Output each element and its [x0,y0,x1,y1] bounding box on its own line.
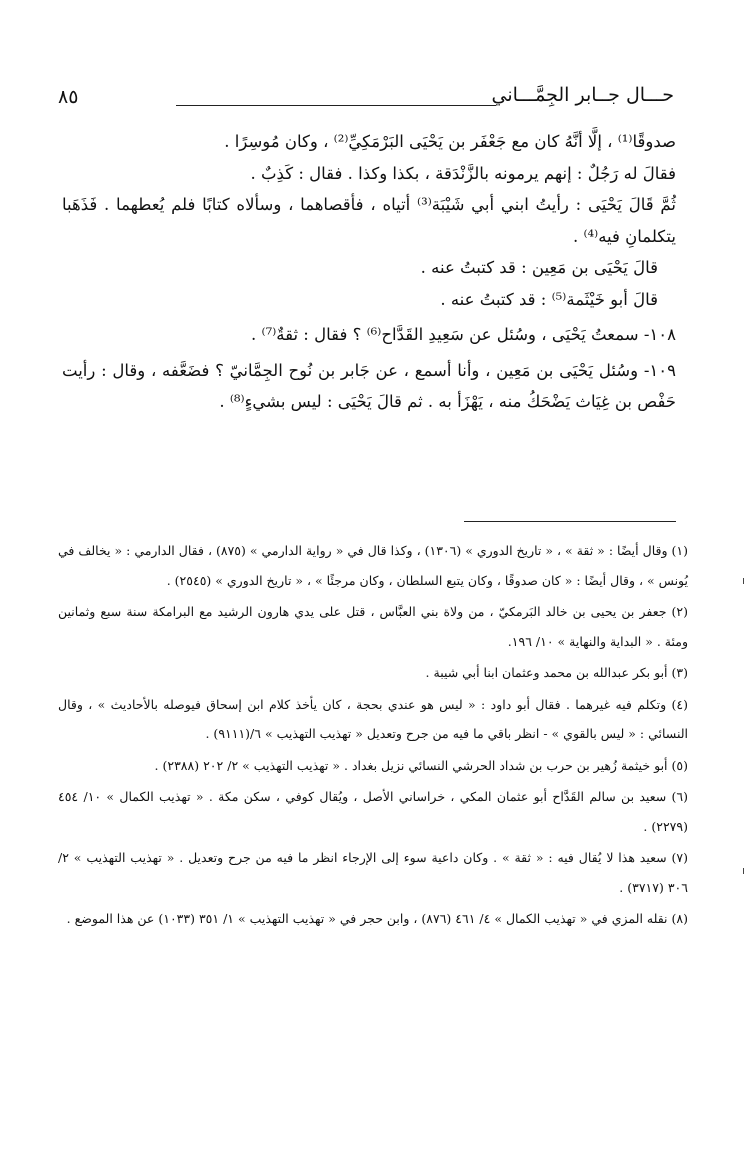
scan-mark [743,578,744,584]
footnote: (٢) جعفر بن يحيى بن خالد البَرمكيّ ، من ولاة بني العبَّاس ، قتل على يدي هارون الرشيد مع البرامكة سنة سبع وثمانين ومئة . « البداية والنهاية » ١٠/ ١٩٦. [58,604,688,649]
entry-108: ١٠٨- سمعتُ يَحْيَى ، وسُئل عن سَعِيدِ القَدَّاح⁽⁶⁾ ؟ فقال : ثقةٌ⁽⁷⁾ . [251,325,676,344]
footnote: (١) وقال أيضًا : « ثقة » ، « تاريخ الدوري » (١٣٠٦) ، وكذا قال في « رواية الدارمي » (٨٧٥) ، فقال الدارمي : « يخالف في يُونس » ، وقال أيضًا : « كان صدوقًا ، وكان يتبع السلطان ، وكان مرجئًا » ، « تاريخ الدوري » (٢٥٤٥) . [58,543,688,588]
footnote: (٤) وتكلم فيه غيرهما . فقال أبو داود : « ليس هو عندي بحجة ، كان يأخذ كلام ابن إسحاق فيوصله بالأحاديث » ، وقال النسائي : « ليس بالقوي » - انظر باقي ما فيه من جرح وتعديل « تهذيب التهذيب » ٦/(٩١١١) . [58,696,688,741]
footnote: (٨) نقله المزي في « تهذيب الكمال » ٤/ ٤٦١ (٨٧٦) ، وابن حجر في « تهذيب التهذيب » ١/ ٣٥١ (١٠٣٣) عن هذا الموضع . [66,911,688,926]
page-number: ٨٥ [58,86,79,108]
text-line: قالَ يَحْيَى بن مَعِين : قد كتبتُ عنه . [420,258,658,277]
footnotes [58,536,688,936]
running-title: حـــال جــابر الجِمَّـــاني [491,84,674,106]
footnote: (٥) أبو خيثمة زُهير بن حرب بن شداد الحرشي النسائي نزيل بغداد . « تهذيب التهذيب » ٢/ ٢٠٢ (٢٣٨٨) . [154,757,688,773]
text-line: فقالَ له رَجُلٌ : إنهم يرمونه بالزَّنْدَقة ، بكذا وكذا . فقال : كَذِبٌ . [250,163,676,183]
page-header [58,78,674,118]
footnote: (٣) أبو بكر عبدالله بن محمد وعثمان ابنا أبي شيبة . [425,665,688,680]
text-line: قالَ أبو خَيْثَمة⁽⁵⁾ : قد كتبتُ عنه . [440,289,658,309]
text-line: صدوقًا⁽¹⁾ ، إلَّا أنَّهُ كان مع جَعْفَر بن يَحْيَى البَرْمَكِيِّ⁽²⁾ ، وكان مُوسِرًا . [224,132,676,151]
footnote-separator [464,521,676,522]
entry-109: ١٠٩- وسُئل يَحْيَى بن مَعِين ، وأنا أسمع ، عن جَابر بن نُوح الجِمَّانيّ ؟ فضَعَّفه ، وقال : رأيت حَفْص بن غِيَاث يَضْحَكُ منه ، يَهْزَأ به . ثم قالَ يَحْيَى : ليس بشيءٍ⁽⁸⁾ . [62,360,676,411]
footnote: (٦) سعيد بن سالم القَدَّاح أبو عثمان المكي ، خراساني الأصل ، ويُقال كوفي ، سكن مكة . « تهذيب الكمال » ١٠/ ٤٥٤ (٢٢٧٩) . [58,789,688,834]
text-line: ثُمَّ قَالَ يَحْيَى : رأيتُ ابني أبي شَيْبَة⁽³⁾ أتياه ، فأقصاهما ، وسألاه كتابًا فلم يُعطهما . فَذَهَبا يتكلمانِ فيه⁽⁴⁾ . [62,195,676,246]
main-text [62,126,676,418]
scan-mark [743,868,744,874]
header-rule [176,105,496,106]
footnote: (٧) سعيد هذا لا يُقال فيه : « ثقة » . وكان داعية سوء إلى الإرجاء انظر ما فيه من جرح وتعديل . « تهذيب التهذيب » ٢/ ٣٠٦ (٣٧١٧) . [58,850,688,895]
